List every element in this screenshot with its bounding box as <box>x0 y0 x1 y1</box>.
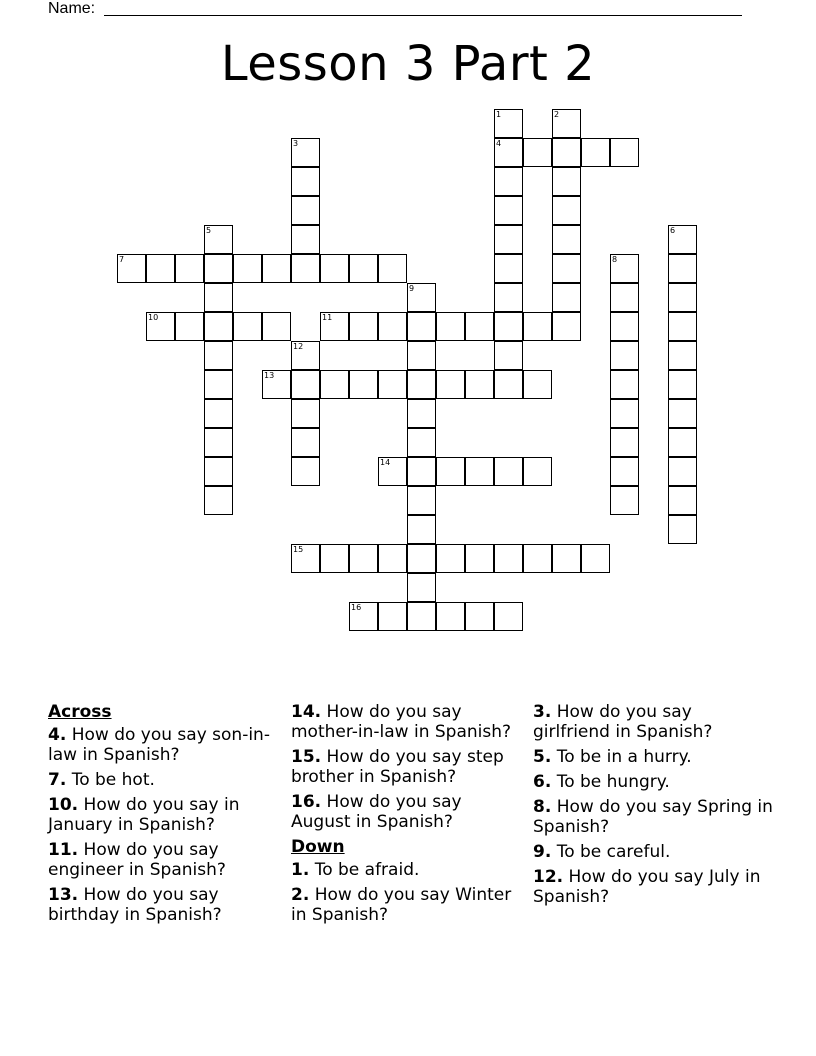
cell-number: 9 <box>409 284 415 293</box>
grid-cell[interactable] <box>610 283 639 312</box>
grid-cell[interactable] <box>436 457 465 486</box>
grid-cell[interactable] <box>668 225 697 254</box>
grid-cell[interactable] <box>291 341 320 370</box>
grid-cell[interactable] <box>552 283 581 312</box>
across-clue-7 <box>48 770 278 790</box>
grid-cell[interactable] <box>204 457 233 486</box>
grid-cell[interactable] <box>291 167 320 196</box>
clue-column-2 <box>291 702 523 930</box>
grid-cell[interactable] <box>291 370 320 399</box>
clue-column-3 <box>533 702 773 912</box>
grid-cell[interactable] <box>349 312 378 341</box>
clue-text: How do you say birthday in Spanish? <box>48 885 222 925</box>
grid-cell[interactable] <box>262 254 291 283</box>
clue-text: How do you say mother-in-law in Spanish? <box>291 702 512 742</box>
grid-cell[interactable] <box>407 312 436 341</box>
clue-text: To be careful. <box>556 842 671 862</box>
grid-cell[interactable] <box>668 428 697 457</box>
grid-cell[interactable] <box>407 515 436 544</box>
grid-cell[interactable] <box>552 254 581 283</box>
grid-cell[interactable] <box>552 138 581 167</box>
grid-cell[interactable] <box>378 312 407 341</box>
clue-number: 16. <box>291 792 322 812</box>
grid-cell[interactable] <box>465 457 494 486</box>
grid-cell[interactable] <box>494 283 523 312</box>
clue-text: How do you say girlfriend in Spanish? <box>533 702 713 742</box>
grid-cell[interactable] <box>668 254 697 283</box>
across-heading: Across <box>48 702 112 722</box>
down-clue-5 <box>533 747 773 767</box>
clue-number: 7. <box>48 770 67 790</box>
grid-cell[interactable] <box>436 544 465 573</box>
clue-number: 14. <box>291 702 322 722</box>
grid-cell[interactable] <box>204 283 233 312</box>
grid-cell[interactable] <box>291 138 320 167</box>
across-clue-16 <box>291 792 523 832</box>
cell-number: 4 <box>496 139 502 148</box>
clue-number: 5. <box>533 747 552 767</box>
clue-text: To be hungry. <box>556 772 670 792</box>
grid-cell[interactable] <box>233 312 262 341</box>
grid-cell[interactable] <box>291 457 320 486</box>
grid-cell[interactable] <box>610 138 639 167</box>
grid-cell[interactable] <box>494 370 523 399</box>
grid-cell[interactable] <box>581 138 610 167</box>
grid-cell[interactable] <box>146 312 175 341</box>
grid-cell[interactable] <box>523 544 552 573</box>
cell-number: 10 <box>148 313 159 322</box>
grid-cell[interactable] <box>175 312 204 341</box>
grid-cell[interactable] <box>291 399 320 428</box>
grid-cell[interactable] <box>407 283 436 312</box>
grid-cell[interactable] <box>552 544 581 573</box>
cell-number: 7 <box>119 255 125 264</box>
cell-number: 16 <box>351 603 362 612</box>
grid-cell[interactable] <box>407 457 436 486</box>
grid-cell[interactable] <box>407 341 436 370</box>
clue-text: How do you say Winter in Spanish? <box>291 885 512 925</box>
grid-cell[interactable] <box>668 457 697 486</box>
grid-cell[interactable] <box>668 399 697 428</box>
grid-cell[interactable] <box>291 225 320 254</box>
across-clue-13 <box>48 885 278 925</box>
grid-cell[interactable] <box>378 602 407 631</box>
down-clue-3 <box>533 702 773 742</box>
grid-cell[interactable] <box>407 428 436 457</box>
grid-cell[interactable] <box>610 341 639 370</box>
grid-cell[interactable] <box>523 138 552 167</box>
grid-cell[interactable] <box>204 225 233 254</box>
grid-cell[interactable] <box>610 370 639 399</box>
grid-cell[interactable] <box>117 254 146 283</box>
across-clue-11 <box>48 840 278 880</box>
grid-cell[interactable] <box>233 254 262 283</box>
grid-cell[interactable] <box>436 602 465 631</box>
grid-cell[interactable] <box>494 225 523 254</box>
grid-cell[interactable] <box>291 428 320 457</box>
grid-cell[interactable] <box>291 254 320 283</box>
cell-number: 13 <box>264 371 275 380</box>
grid-cell[interactable] <box>465 312 494 341</box>
clue-number: 1. <box>291 860 310 880</box>
grid-cell[interactable] <box>204 254 233 283</box>
clue-number: 3. <box>533 702 552 722</box>
grid-cell[interactable] <box>494 167 523 196</box>
grid-cell[interactable] <box>494 109 523 138</box>
cell-number: 5 <box>206 226 212 235</box>
clue-text: How do you say engineer in Spanish? <box>48 840 226 880</box>
grid-cell[interactable] <box>262 312 291 341</box>
grid-cell[interactable] <box>349 602 378 631</box>
grid-cell[interactable] <box>494 138 523 167</box>
clue-number: 12. <box>533 867 564 887</box>
grid-cell[interactable] <box>494 544 523 573</box>
grid-cell[interactable] <box>668 486 697 515</box>
cell-number: 3 <box>293 139 299 148</box>
grid-cell[interactable] <box>349 254 378 283</box>
grid-cell[interactable] <box>610 428 639 457</box>
clue-number: 6. <box>533 772 552 792</box>
grid-cell[interactable] <box>552 312 581 341</box>
grid-cell[interactable] <box>262 370 291 399</box>
clue-text: How do you say in January in Spanish? <box>48 795 240 835</box>
grid-cell[interactable] <box>320 254 349 283</box>
grid-cell[interactable] <box>610 457 639 486</box>
grid-cell[interactable] <box>581 544 610 573</box>
cell-number: 1 <box>496 110 502 119</box>
grid-cell[interactable] <box>465 602 494 631</box>
clue-text: To be hot. <box>71 770 155 790</box>
cell-number: 8 <box>612 255 618 264</box>
grid-cell[interactable] <box>320 312 349 341</box>
clue-text: How do you say July in Spanish? <box>533 867 761 907</box>
grid-cell[interactable] <box>668 341 697 370</box>
grid-cell[interactable] <box>494 254 523 283</box>
grid-cell[interactable] <box>610 486 639 515</box>
grid-cell[interactable] <box>407 486 436 515</box>
across-clue-15 <box>291 747 523 787</box>
page-title: Lesson 3 Part 2 <box>220 36 596 92</box>
grid-cell[interactable] <box>523 312 552 341</box>
cell-number: 15 <box>293 545 304 554</box>
grid-cell[interactable] <box>407 573 436 602</box>
down-clue-6 <box>533 772 773 792</box>
grid-cell[interactable] <box>668 283 697 312</box>
across-clue-4 <box>48 725 278 765</box>
grid-cell[interactable] <box>610 254 639 283</box>
grid-cell[interactable] <box>320 544 349 573</box>
grid-cell[interactable] <box>668 515 697 544</box>
clue-number: 11. <box>48 840 79 860</box>
grid-cell[interactable] <box>407 544 436 573</box>
across-clue-14 <box>291 702 523 742</box>
clue-text: How do you say August in Spanish? <box>291 792 462 832</box>
across-clue-10 <box>48 795 278 835</box>
down-clue-8 <box>533 797 773 837</box>
cell-number: 11 <box>322 313 333 322</box>
cell-number: 14 <box>380 458 391 467</box>
grid-cell[interactable] <box>204 341 233 370</box>
grid-cell[interactable] <box>552 225 581 254</box>
name-line <box>48 0 748 20</box>
grid-cell[interactable] <box>407 399 436 428</box>
grid-cell[interactable] <box>436 312 465 341</box>
grid-cell[interactable] <box>552 196 581 225</box>
grid-cell[interactable] <box>204 370 233 399</box>
clue-column-1 <box>48 702 278 930</box>
clue-number: 9. <box>533 842 552 862</box>
grid-cell[interactable] <box>523 370 552 399</box>
clue-number: 15. <box>291 747 322 767</box>
grid-cell[interactable] <box>407 602 436 631</box>
grid-cell[interactable] <box>436 370 465 399</box>
cell-number: 2 <box>554 110 560 119</box>
down-clue-9 <box>533 842 773 862</box>
name-label: Name: <box>48 0 96 17</box>
name-rule <box>104 15 742 16</box>
grid-cell[interactable] <box>378 254 407 283</box>
grid-cell[interactable] <box>610 399 639 428</box>
clue-number: 4. <box>48 725 67 745</box>
down-heading: Down <box>291 837 345 857</box>
grid-cell[interactable] <box>320 370 349 399</box>
clue-text: To be afraid. <box>314 860 420 880</box>
down-clue-12 <box>533 867 773 907</box>
grid-cell[interactable] <box>552 167 581 196</box>
grid-cell[interactable] <box>552 109 581 138</box>
grid-cell[interactable] <box>378 457 407 486</box>
clue-number: 8. <box>533 797 552 817</box>
grid-cell[interactable] <box>668 312 697 341</box>
grid-cell[interactable] <box>494 341 523 370</box>
clue-text: How do you say Spring in Spanish? <box>533 797 773 837</box>
clue-number: 13. <box>48 885 79 905</box>
grid-cell[interactable] <box>378 544 407 573</box>
grid-cell[interactable] <box>465 370 494 399</box>
grid-cell[interactable] <box>494 196 523 225</box>
grid-cell[interactable] <box>494 312 523 341</box>
grid-cell[interactable] <box>204 399 233 428</box>
clue-number: 2. <box>291 885 310 905</box>
grid-cell[interactable] <box>204 312 233 341</box>
clue-text: To be in a hurry. <box>556 747 692 767</box>
grid-cell[interactable] <box>668 370 697 399</box>
grid-cell[interactable] <box>378 370 407 399</box>
grid-cell[interactable] <box>494 457 523 486</box>
down-clue-1 <box>291 860 523 880</box>
grid-cell[interactable] <box>349 544 378 573</box>
grid-cell[interactable] <box>291 544 320 573</box>
grid-cell[interactable] <box>523 457 552 486</box>
cell-number: 12 <box>293 342 304 351</box>
grid-cell[interactable] <box>494 602 523 631</box>
grid-cell[interactable] <box>610 312 639 341</box>
cell-number: 6 <box>670 226 676 235</box>
down-clue-2 <box>291 885 523 925</box>
grid-cell[interactable] <box>146 254 175 283</box>
grid-cell[interactable] <box>204 428 233 457</box>
clue-text: How do you say step brother in Spanish? <box>291 747 504 787</box>
grid-cell[interactable] <box>175 254 204 283</box>
clue-number: 10. <box>48 795 79 815</box>
grid-cell[interactable] <box>465 544 494 573</box>
clue-text: How do you say son-in-law in Spanish? <box>48 725 270 765</box>
grid-cell[interactable] <box>204 486 233 515</box>
grid-cell[interactable] <box>291 196 320 225</box>
grid-cell[interactable] <box>407 370 436 399</box>
grid-cell[interactable] <box>349 370 378 399</box>
